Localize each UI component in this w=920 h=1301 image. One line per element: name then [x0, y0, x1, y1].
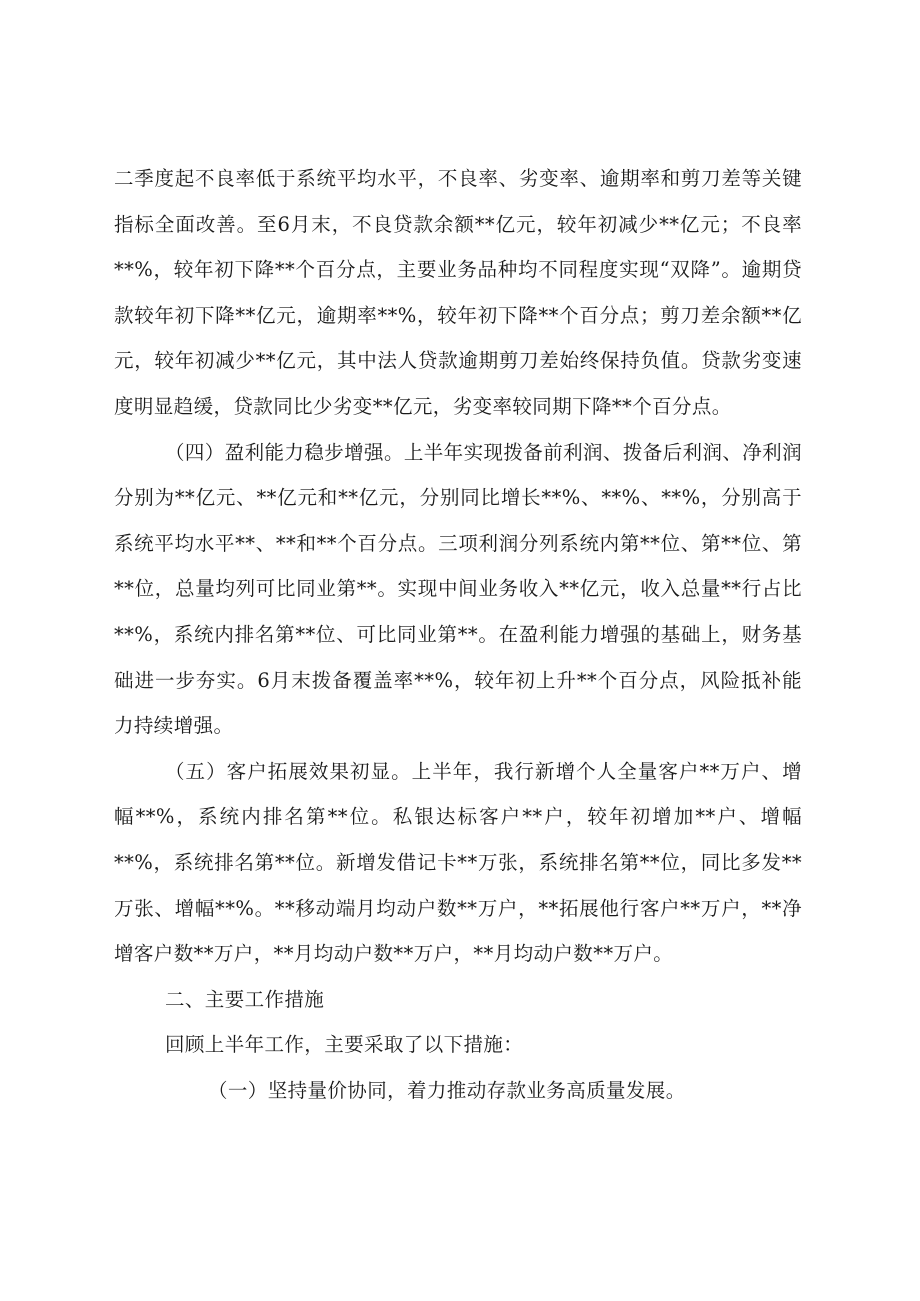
section-heading-main-measures: 二、主要工作措施 — [165, 987, 325, 1011]
paragraph-npl-improvement: 二季度起不良率低于系统平均水平，不良率、劣变率、逾期率和剪刀差等关键指标全面改善。至6月末，不良贷款余额**亿元，较年初减少**亿元；不良率**%，较年初下降**个百分点，主要业务品种均不同程度实现“双降”。逾期贷款较年初下降**亿元，逾期率**%，较年初下降**个百分点；剪刀差余额**亿元，较年初减少**亿元，其中法人贷款逾期剪刀差始终保持负值。贷款劣变速度明显趋缓，贷款同比少劣变**亿元，劣变率较同期下降**个百分点。 — [114, 167, 802, 418]
paragraph-customer-expansion: （五）客户拓展效果初显。上半年，我行新增个人全量客户**万户、增幅**%，系统内排名第**位。私银达标客户**户，较年初增加**户、增幅**%，系统排名第**位。新增发借记卡**万张，系统排名第**位，同比多发**万张、增幅**%。**移动端月均动户数**万户，**拓展他行客户**万户，**净增客户数**万户，**月均动户数**万户，**月均动户数**万户。 — [114, 759, 802, 966]
paragraph-profitability: （四）盈利能力稳步增强。上半年实现拨备前利润、拨备后利润、净利润分别为**亿元、**亿元和**亿元，分别同比增长**%、**%、**%，分别高于系统平均水平**、**和**个百分点。三项利润分列系统内第**位、第**位、第**位，总量均列可比同业第**。实现中间业务收入**亿元，收入总量**行占比**%，系统内排名第**位、可比同业第**。在盈利能力增强的基础上，财务基础进一步夯实。6月末拨备覆盖率**%，较年初上升**个百分点，风险抵补能力持续增强。 — [114, 440, 802, 738]
subheading-measure-1: （一）坚持量价协同，着力推动存款业务高质量发展。 — [208, 1078, 686, 1102]
paragraph-review: 回顾上半年工作，主要采取了以下措施： — [165, 1033, 524, 1057]
document-body — [114, 156, 802, 1113]
